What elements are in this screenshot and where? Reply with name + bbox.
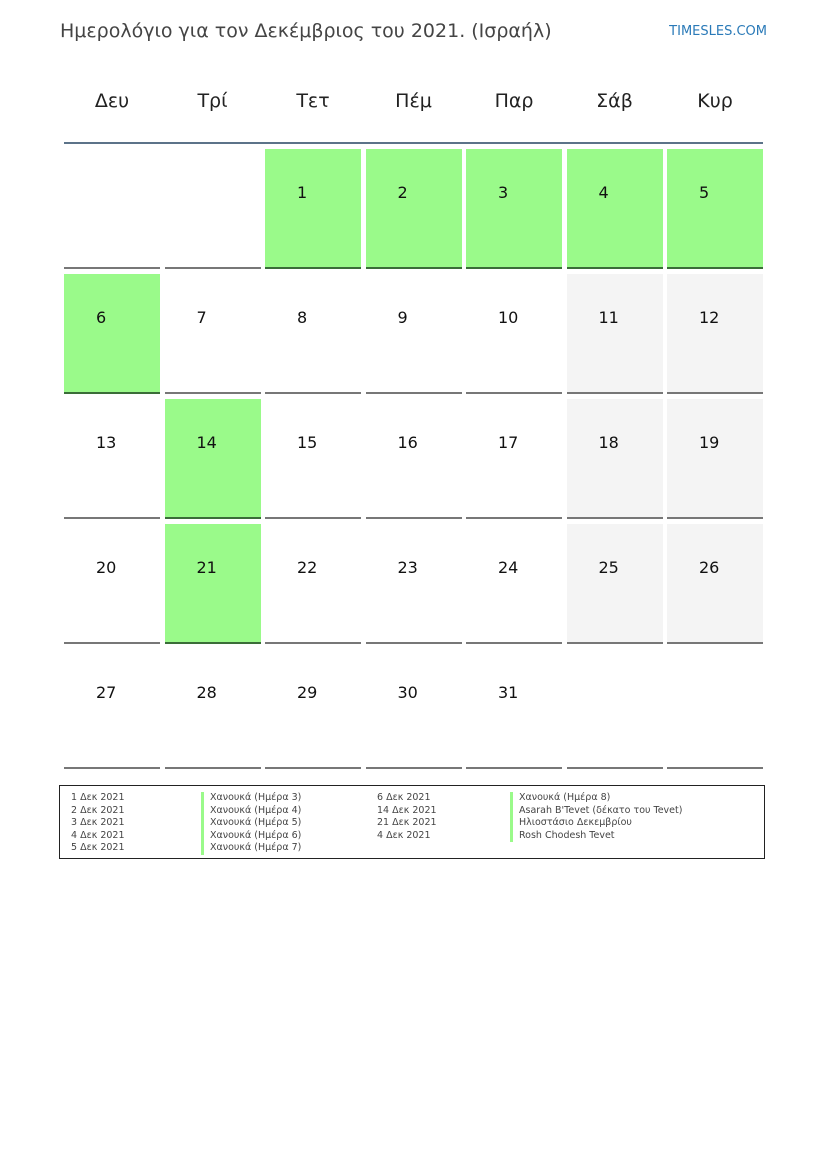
day-number: 9: [397, 308, 408, 327]
empty-day-cell: [64, 149, 160, 269]
day-cell[interactable]: [64, 399, 160, 519]
legend-names-right: [510, 792, 682, 842]
weekday-label: Παρ: [494, 90, 534, 112]
legend-dates-left: [71, 792, 125, 855]
weekday-label: Τρί: [197, 90, 228, 112]
day-cell[interactable]: [667, 524, 763, 644]
day-cell[interactable]: [265, 274, 361, 394]
legend-names-left: [201, 792, 301, 855]
legend-holiday-name: Ηλιοστάσιο Δεκεμβρίου: [510, 817, 682, 830]
day-cell[interactable]: [466, 399, 562, 519]
legend-holiday-name: Χανουκά (Ημέρα 5): [201, 817, 301, 830]
day-number: 13: [96, 433, 117, 452]
day-number: 14: [196, 433, 217, 452]
day-cell[interactable]: [366, 149, 462, 269]
day-number: 17: [498, 433, 519, 452]
legend-date: 14 Δεκ 2021: [377, 804, 437, 816]
holiday-legend: [59, 785, 765, 859]
legend-holiday-name: Χανουκά (Ημέρα 3): [201, 792, 301, 805]
weekday-label: Πέμ: [395, 90, 432, 112]
day-number: 20: [96, 558, 117, 577]
weekday-label: Σάβ: [596, 90, 633, 112]
day-cell[interactable]: [165, 274, 261, 394]
empty-day-cell: [667, 649, 763, 769]
day-number: 31: [498, 683, 519, 702]
day-number: 26: [699, 558, 720, 577]
day-cell[interactable]: [64, 524, 160, 644]
day-number: 28: [196, 683, 217, 702]
day-cell[interactable]: [567, 399, 663, 519]
day-number: 25: [598, 558, 619, 577]
legend-date: 6 Δεκ 2021: [377, 792, 431, 803]
day-cell[interactable]: [366, 649, 462, 769]
weekday-label: Τετ: [296, 90, 330, 112]
day-cell[interactable]: [165, 524, 261, 644]
page-title: Ημερολόγιο για τον Δεκέμβριος του 2021. (Ισραήλ): [60, 20, 552, 42]
empty-day-cell: [165, 149, 261, 269]
day-cell[interactable]: [165, 649, 261, 769]
day-cell[interactable]: [567, 274, 663, 394]
day-number: 18: [598, 433, 619, 452]
day-number: 3: [498, 183, 509, 202]
day-cell[interactable]: [466, 649, 562, 769]
day-cell[interactable]: [265, 524, 361, 644]
legend-holiday-name: Χανουκά (Ημέρα 6): [201, 830, 301, 843]
legend-date: 1 Δεκ 2021: [71, 792, 125, 803]
legend-dates-right: [377, 792, 437, 842]
day-cell[interactable]: [667, 149, 763, 269]
day-cell[interactable]: [265, 649, 361, 769]
legend-date: 2 Δεκ 2021: [71, 804, 125, 816]
day-number: 19: [699, 433, 720, 452]
empty-day-cell: [567, 649, 663, 769]
day-number: 22: [297, 558, 318, 577]
day-number: 11: [598, 308, 619, 327]
legend-date: 4 Δεκ 2021: [377, 829, 431, 841]
legend-holiday-name: Asarah B'Tevet (δέκατο του Tevet): [510, 805, 682, 818]
day-number: 7: [196, 308, 207, 327]
day-number: 5: [699, 183, 710, 202]
day-number: 21: [196, 558, 217, 577]
legend-holiday-name: Rosh Chodesh Tevet: [510, 830, 682, 843]
day-cell[interactable]: [466, 524, 562, 644]
day-number: 12: [699, 308, 720, 327]
header-divider: [64, 142, 763, 144]
day-number: 29: [297, 683, 318, 702]
legend-holiday-name: Χανουκά (Ημέρα 8): [510, 792, 682, 805]
legend-date: 21 Δεκ 2021: [377, 817, 437, 828]
day-cell[interactable]: [265, 399, 361, 519]
day-cell[interactable]: [366, 399, 462, 519]
legend-holiday-name: Χανουκά (Ημέρα 4): [201, 805, 301, 818]
day-number: 10: [498, 308, 519, 327]
day-cell[interactable]: [64, 274, 160, 394]
legend-date: 4 Δεκ 2021: [71, 829, 125, 841]
day-number: 1: [297, 183, 308, 202]
brand-link[interactable]: TIMESLES.COM: [669, 24, 767, 39]
day-number: 30: [397, 683, 418, 702]
day-number: 6: [96, 308, 107, 327]
day-number: 4: [598, 183, 609, 202]
day-number: 27: [96, 683, 117, 702]
day-number: 23: [397, 558, 418, 577]
day-number: 8: [297, 308, 308, 327]
day-cell[interactable]: [667, 274, 763, 394]
day-number: 16: [397, 433, 418, 452]
day-number: 15: [297, 433, 318, 452]
day-cell[interactable]: [165, 399, 261, 519]
day-cell[interactable]: [366, 274, 462, 394]
day-cell[interactable]: [466, 274, 562, 394]
day-number: 24: [498, 558, 519, 577]
day-cell[interactable]: [366, 524, 462, 644]
day-cell[interactable]: [567, 524, 663, 644]
weekday-label: Κυρ: [697, 90, 733, 112]
weekday-header-row: [64, 90, 763, 120]
day-cell[interactable]: [265, 149, 361, 269]
legend-holiday-name: Χανουκά (Ημέρα 7): [201, 842, 301, 855]
day-cell[interactable]: [567, 149, 663, 269]
day-cell[interactable]: [667, 399, 763, 519]
day-cell[interactable]: [64, 649, 160, 769]
legend-date: 5 Δεκ 2021: [71, 842, 125, 853]
day-cell[interactable]: [466, 149, 562, 269]
weekday-label: Δευ: [94, 90, 130, 112]
legend-date: 3 Δεκ 2021: [71, 817, 125, 828]
day-number: 2: [397, 183, 408, 202]
